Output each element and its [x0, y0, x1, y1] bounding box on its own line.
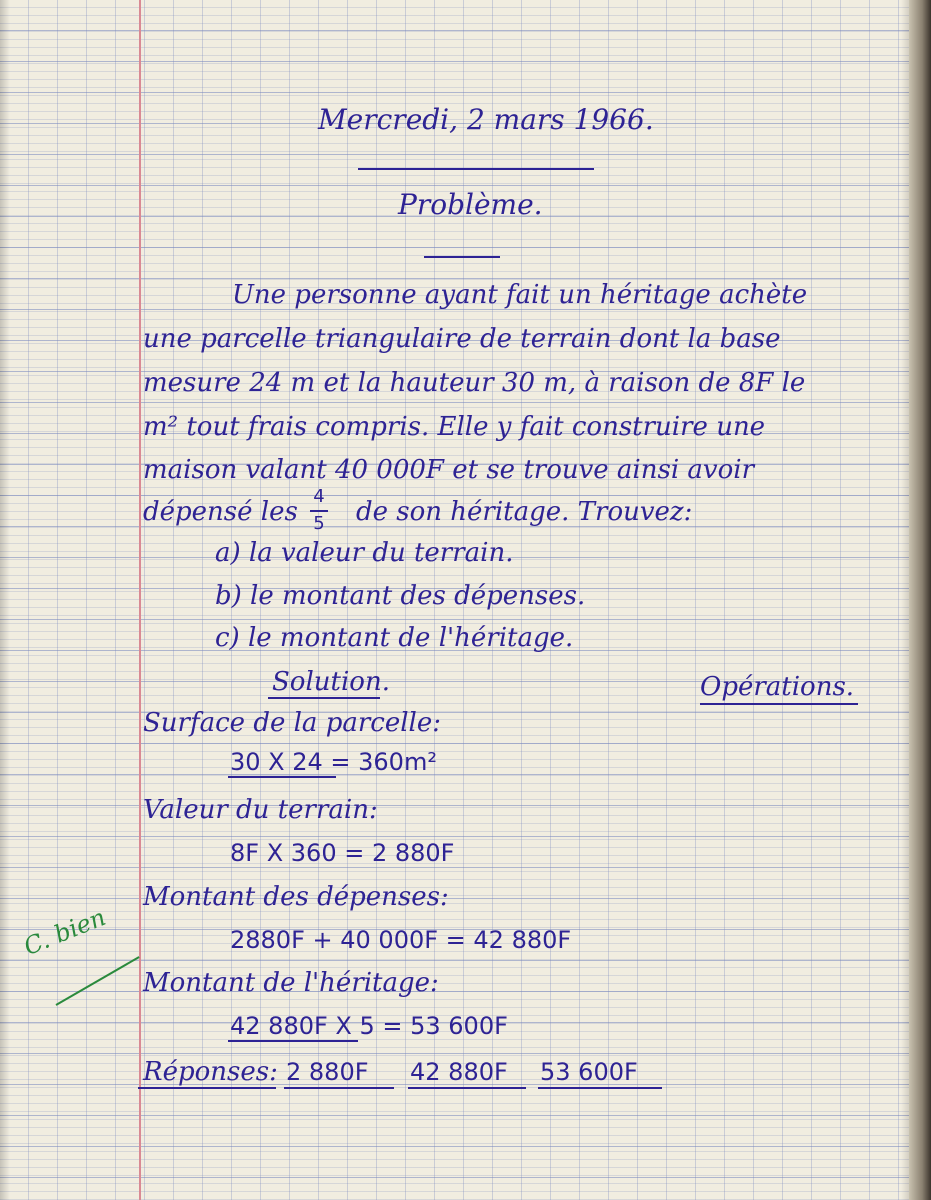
- question-b: b) le montant des dépenses.: [215, 581, 586, 611]
- step-2-label: Valeur du terrain:: [143, 795, 378, 825]
- statement-line-5: maison valant 40 000F et se trouve ainsi avoir: [143, 455, 754, 485]
- problem-title: Problème.: [398, 188, 543, 221]
- step-1-underline: [228, 776, 336, 778]
- step-4-underline: [228, 1040, 358, 1042]
- statement-line-3: mesure 24 m et la hauteur 30 m, à raison de 8F le: [143, 368, 806, 398]
- notebook-binding: [909, 0, 931, 1200]
- solution-underline: [268, 697, 380, 699]
- statement-line-4: m² tout frais compris. Elle y fait construire une: [143, 412, 766, 442]
- answer-2-underline: [408, 1087, 526, 1089]
- statement-line-6-start: dépensé les: [143, 497, 298, 527]
- answer-3-underline: [538, 1087, 662, 1089]
- statement-line-1: Une personne ayant fait un héritage achète: [232, 280, 808, 310]
- step-2-calc: 8F X 360 = 2 880F: [230, 839, 455, 867]
- step-3-label: Montant des dépenses:: [143, 882, 449, 912]
- date-heading: Mercredi, 2 mars 1966.: [318, 103, 654, 136]
- fraction-numerator: 4: [313, 486, 325, 507]
- answers-label: Réponses:: [143, 1057, 278, 1087]
- question-c: c) le montant de l'héritage.: [215, 623, 574, 653]
- question-a: a) la valeur du terrain.: [215, 538, 514, 568]
- answer-1-underline: [284, 1087, 394, 1089]
- step-4-label: Montant de l'héritage:: [143, 968, 439, 998]
- teacher-mark-stroke: [56, 956, 140, 1006]
- margin-line: [139, 0, 141, 1200]
- fraction-denominator: 5: [313, 513, 325, 534]
- teacher-mark: C. bien: [19, 903, 110, 961]
- solution-heading: Solution.: [272, 667, 390, 697]
- date-underline: [358, 168, 594, 170]
- answer-1: 2 880F: [286, 1058, 369, 1086]
- step-4-calc: 42 880F X 5 = 53 600F: [230, 1012, 508, 1040]
- step-3-calc: 2880F + 40 000F = 42 880F: [230, 926, 572, 954]
- step-1-calc: 30 X 24 = 360m²: [230, 748, 437, 776]
- statement-line-6-end: de son héritage. Trouvez:: [356, 497, 693, 527]
- operations-underline: [700, 703, 858, 705]
- answer-2: 42 880F: [410, 1058, 508, 1086]
- statement-line-2: une parcelle triangulaire de terrain dont la base: [143, 324, 781, 354]
- answers-label-underline: [138, 1087, 276, 1089]
- fraction-bar: [310, 510, 328, 512]
- answer-3: 53 600F: [540, 1058, 638, 1086]
- title-underline: [424, 256, 500, 258]
- step-1-label: Surface de la parcelle:: [143, 708, 441, 738]
- operations-heading: Opérations.: [700, 672, 855, 702]
